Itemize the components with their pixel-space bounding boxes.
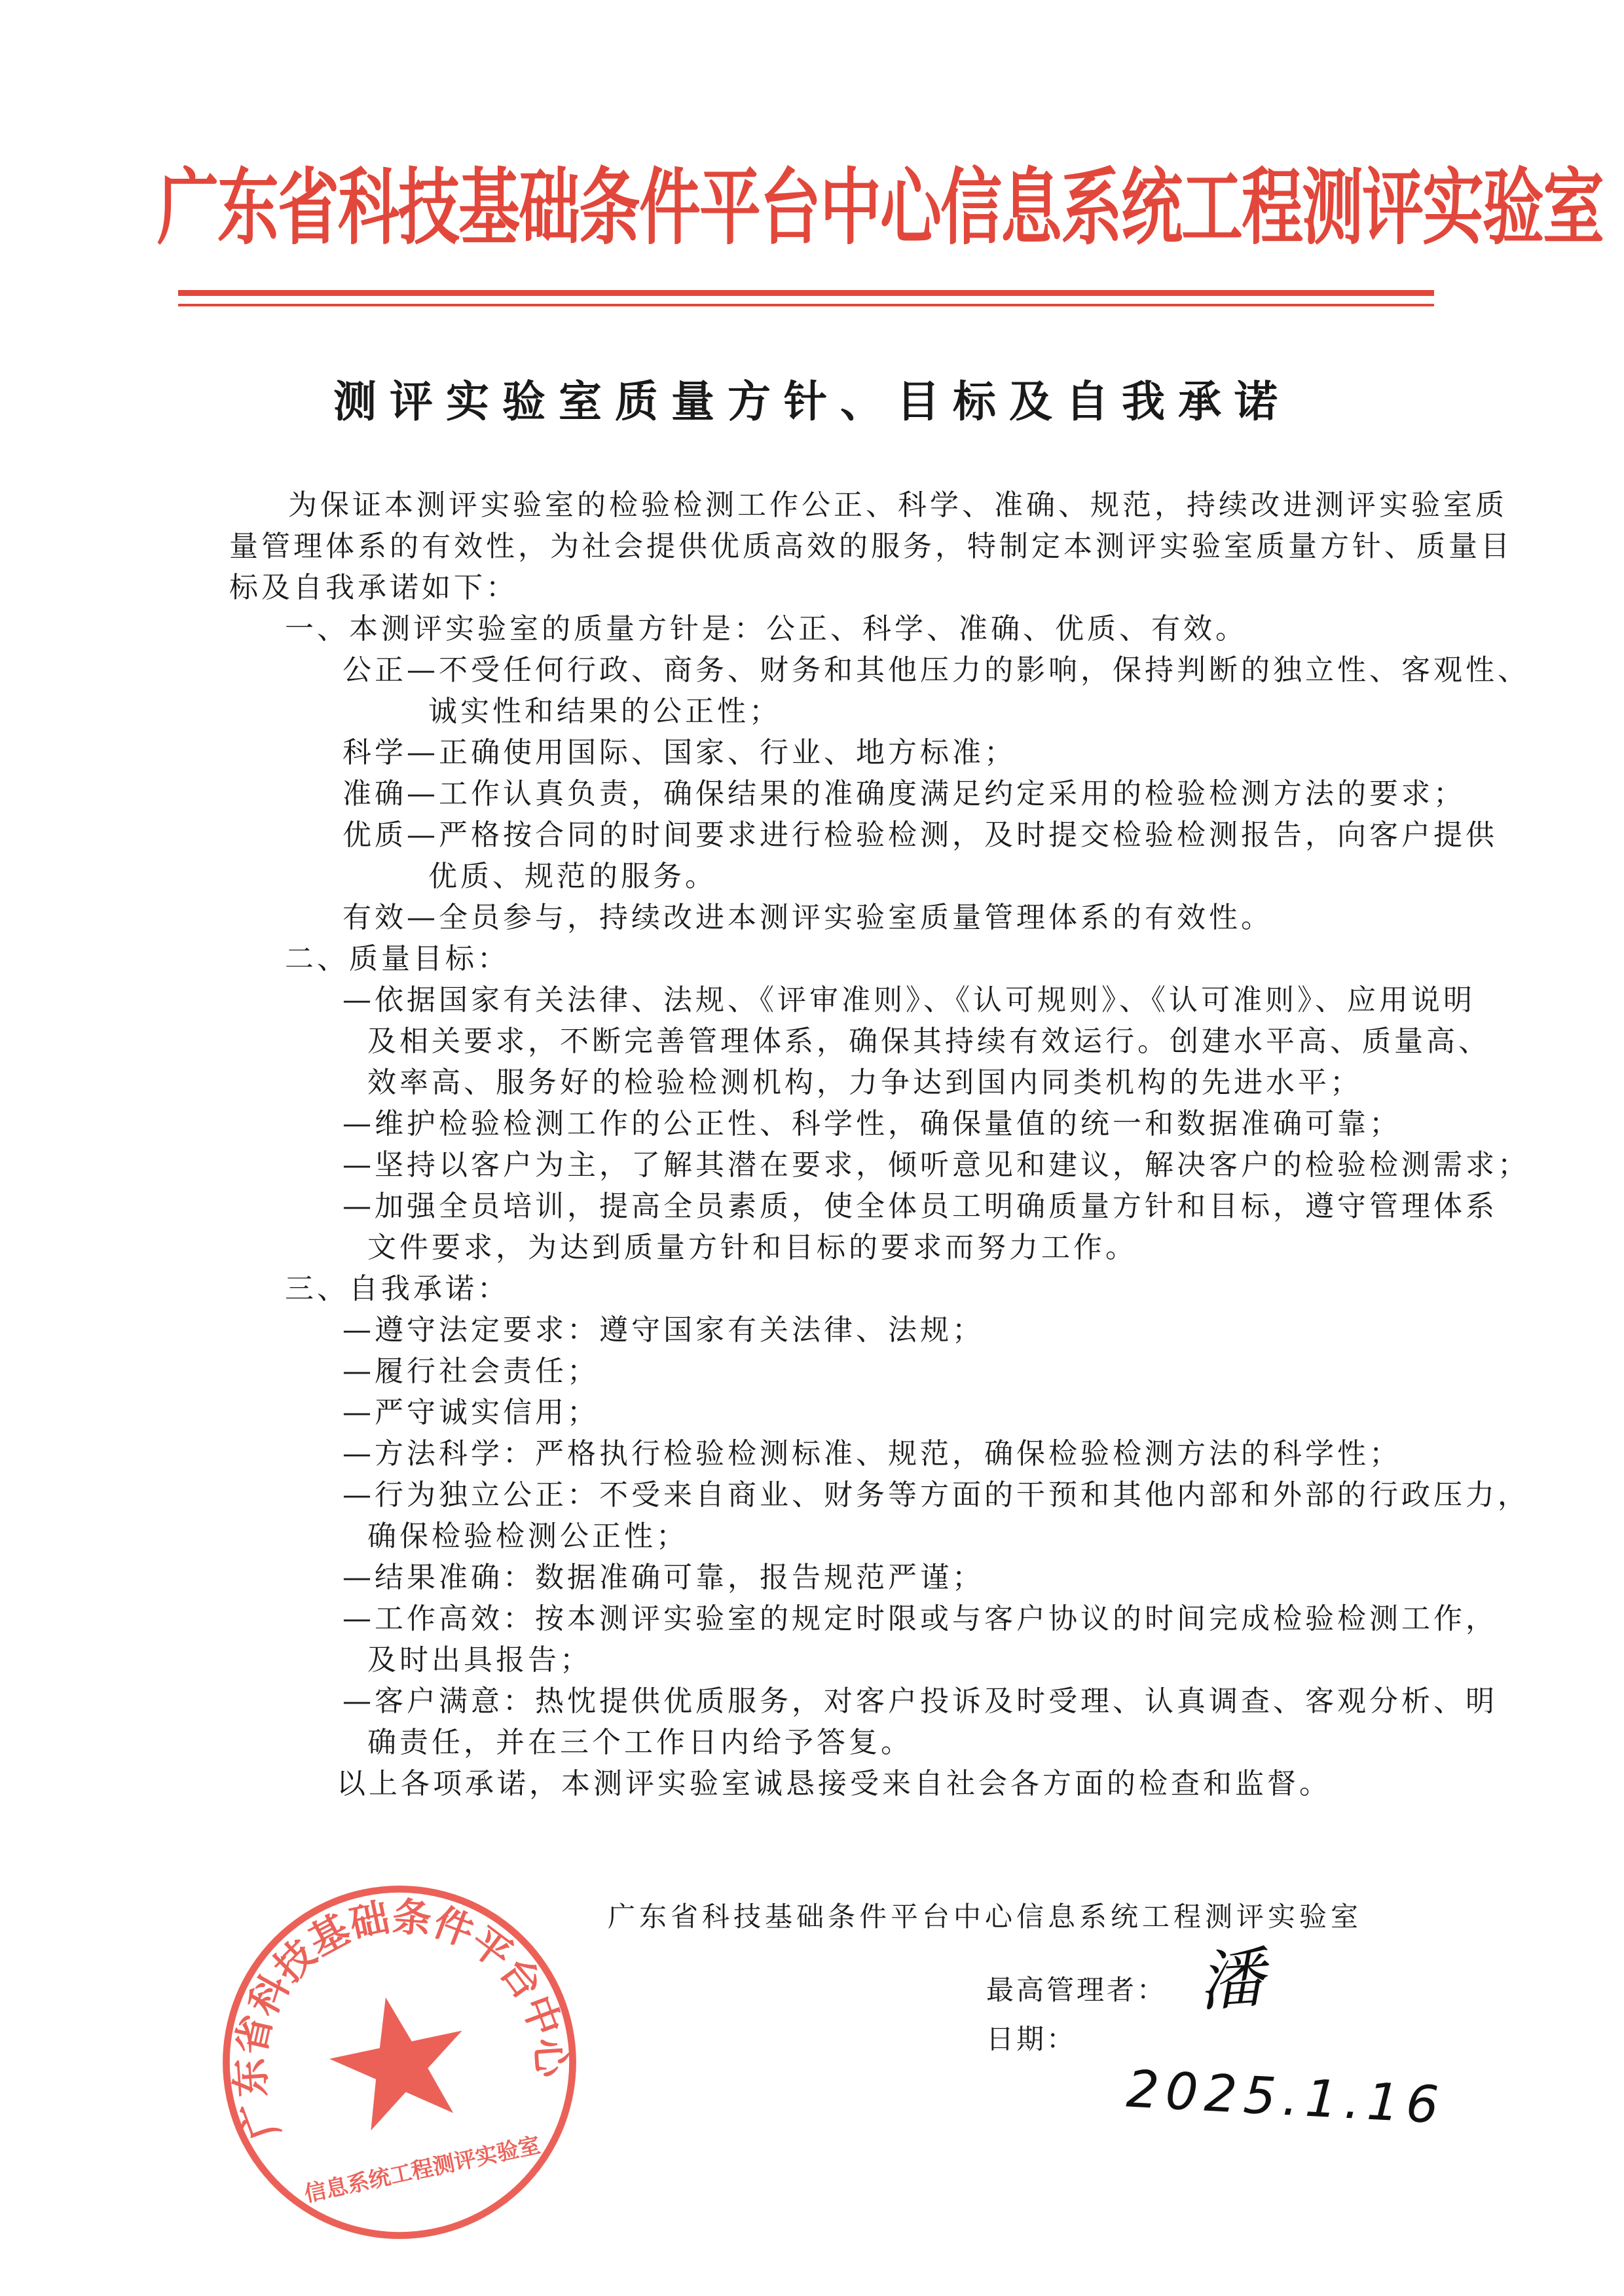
seal-star-icon [320, 1983, 479, 2136]
item-line: 效率高、服务好的检验检测机构，力争达到国内同类机构的先进水平； [367, 1066, 1362, 1099]
para-line: 量管理体系的有效性，为社会提供优质高效的服务，特制定本测评实验室质量方针、质量目 [229, 530, 1513, 563]
date-label: 日期： [986, 2023, 1077, 2055]
letterhead-rule-thin [178, 304, 1434, 306]
block-closing [0, 1763, 1624, 1804]
item-line: 及相关要求，不断完善管理体系，确保其持续有效运行。创建水平高、质量高、 [367, 1025, 1490, 1058]
policy-line: 优质、规范的服务。 [428, 860, 717, 893]
block-item [0, 1144, 1624, 1186]
seal-top-text: 广东省科技基础条件平台中心 [227, 1894, 574, 2145]
document-body [0, 484, 1624, 1804]
policy-line: 有效—全员参与，持续改进本测评实验室质量管理体系的有效性。 [342, 901, 1273, 934]
block-item [0, 1309, 1624, 1351]
item-line: —依据国家有关法律、法规、《评审准则》、《认可规则》、《认可准则》、应用说明 [342, 983, 1475, 1017]
item-line: 确保检验检测公正性； [367, 1520, 688, 1553]
policy-line: 公正—不受任何行政、商务、财务和其他压力的影响，保持判断的独立性、客观性、 [342, 653, 1530, 687]
block-heading [0, 938, 1624, 979]
block-policy [0, 897, 1624, 938]
item-line: —行为独立公正：不受来自商业、财务等方面的干预和其他内部和外部的行政压力， [342, 1478, 1530, 1512]
item-line: 文件要求，为达到质量方针和目标的要求而努力工作。 [367, 1231, 1137, 1264]
item-line: —履行社会责任； [342, 1355, 599, 1388]
policy-line: 优质—严格按合同的时间要求进行检验检测，及时提交检验检测报告，向客户提供 [342, 818, 1498, 852]
block-policy [0, 732, 1624, 773]
block-item [0, 1557, 1624, 1598]
closing-line: 以上各项承诺，本测评实验室诚恳接受来自社会各方面的检查和监督。 [337, 1767, 1331, 1800]
para-line: 标及自我承诺如下： [229, 571, 518, 604]
policy-line: 诚实性和结果的公正性； [428, 695, 781, 728]
heading-line: 三、自我承诺： [285, 1272, 509, 1305]
block-policy [0, 649, 1624, 732]
block-item [0, 1598, 1624, 1681]
official-seal [216, 1879, 583, 2246]
heading-line: 一、本测评实验室的质量方针是：公正、科学、准确、优质、有效。 [285, 612, 1247, 646]
policy-line: 科学—正确使用国际、国家、行业、地方标准； [342, 736, 1016, 769]
signoff-organization: 广东省科技基础条件平台中心信息系统工程测评实验室 [608, 1901, 1361, 1933]
para-line: 为保证本测评实验室的检验检测工作公正、科学、准确、规范，持续改进测评实验室质 [288, 488, 1507, 522]
item-line: —方法科学：严格执行检验检测标准、规范，确保检验检测方法的科学性； [342, 1437, 1401, 1470]
letterhead-org-title: 广东省科技基础条件平台中心信息系统工程测评实验室 [157, 159, 1604, 257]
block-para [0, 484, 1624, 608]
block-policy [0, 773, 1624, 814]
item-line: —坚持以客户为主，了解其潜在要求，倾听意见和建议，解决客户的检验检测需求； [342, 1148, 1530, 1182]
block-item [0, 1392, 1624, 1433]
document-title: 测评实验室质量方针、目标及自我承诺 [333, 376, 1291, 427]
handwritten-date: 2025.1.16 [1124, 2060, 1447, 2136]
item-line: —严守诚实信用； [342, 1396, 599, 1429]
item-line: —客户满意：热忱提供优质服务，对客户投诉及时受理、认真调查、客观分析、明 [342, 1685, 1498, 1718]
block-heading [0, 608, 1624, 649]
item-line: 确责任，并在三个工作日内给予答复。 [367, 1726, 913, 1759]
item-line: —维护检验检测工作的公正性、科学性，确保量值的统一和数据准确可靠； [342, 1107, 1401, 1140]
item-line: 及时出具报告； [367, 1643, 592, 1677]
policy-line: 准确—工作认真负责，确保结果的准确度满足约定采用的检验检测方法的要求； [342, 777, 1466, 811]
handwritten-signature: 潘 [1196, 1939, 1266, 2021]
heading-line: 二、质量目标： [285, 942, 509, 975]
item-line: —结果准确：数据准确可靠，报告规范严谨； [342, 1561, 984, 1594]
seal-bottom-text: 信息系统工程测评实验室 [302, 2132, 543, 2207]
block-policy [0, 814, 1624, 897]
block-item [0, 1474, 1624, 1557]
item-line: —工作高效：按本测评实验室的规定时限或与客户协议的时间完成检验检测工作， [342, 1602, 1498, 1635]
item-line: —遵守法定要求：遵守国家有关法律、法规； [342, 1313, 984, 1347]
block-heading [0, 1268, 1624, 1309]
block-item [0, 1433, 1624, 1474]
block-item [0, 1681, 1624, 1763]
manager-label: 最高管理者： [986, 1974, 1168, 2006]
block-item [0, 979, 1624, 1103]
block-item [0, 1186, 1624, 1268]
item-line: —加强全员培训，提高全员素质，使全体员工明确质量方针和目标，遵守管理体系 [342, 1190, 1498, 1223]
block-item [0, 1351, 1624, 1392]
letterhead-rule-thick [178, 290, 1434, 296]
block-item [0, 1103, 1624, 1144]
